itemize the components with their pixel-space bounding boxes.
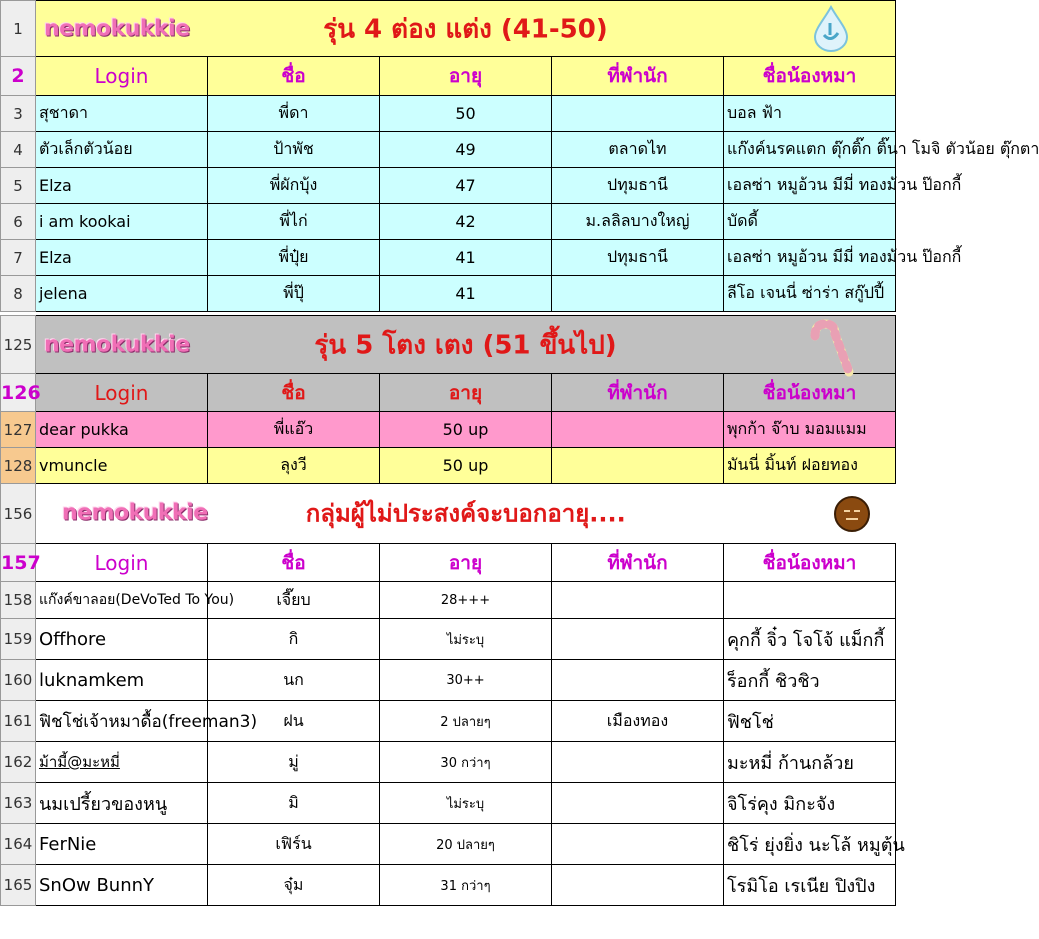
cell-name[interactable]: พี่แอ๊ว — [208, 412, 380, 448]
table-row — [1, 783, 896, 824]
section-age-undisclosed — [0, 483, 905, 906]
cell-place[interactable]: ตลาดไท — [552, 132, 724, 168]
header-name[interactable]: ชื่อ — [208, 57, 380, 96]
cell-age[interactable]: 47 — [380, 168, 552, 204]
table-row — [1, 701, 896, 742]
cell-login[interactable]: แก๊งค์ขาลอย(DeVoTed To You) — [36, 582, 208, 619]
cell-name[interactable]: พี่ปุ๊ — [208, 276, 380, 312]
table-row — [1, 412, 896, 448]
row-number[interactable]: 2 — [1, 57, 36, 96]
row-number[interactable]: 6 — [1, 204, 36, 240]
header-login[interactable]: Login — [36, 374, 208, 412]
header-name[interactable]: ชื่อ — [208, 544, 380, 582]
cell-age[interactable]: 50 up — [380, 448, 552, 484]
cell-place[interactable] — [552, 448, 724, 484]
cell-login[interactable]: FerNie — [36, 824, 208, 865]
table-row — [1, 204, 896, 240]
cell-dogs[interactable]: เอลซ่า หมูอ้วน มีมี่ ทองม้วน ป๊อกกี้ — [724, 168, 896, 204]
cell-age[interactable]: 28+++ — [380, 582, 552, 619]
header-dogs[interactable]: ชื่อน้องหมา — [724, 544, 896, 582]
cell-age[interactable]: 42 — [380, 204, 552, 240]
cell-age[interactable]: ไม่ระบุ — [380, 619, 552, 660]
cell-place[interactable] — [552, 783, 724, 824]
cell-dogs[interactable]: จิโร่คุง มิกะจัง — [724, 783, 896, 824]
header-name[interactable]: ชื่อ — [208, 374, 380, 412]
table-row — [1, 742, 896, 783]
cell-dogs[interactable]: บัดดี้ — [724, 204, 896, 240]
cell-age[interactable]: 20 ปลายๆ — [380, 824, 552, 865]
cell-login[interactable]: Elza — [36, 168, 208, 204]
cell-place[interactable] — [552, 96, 724, 132]
row-number[interactable]: 163 — [1, 783, 36, 824]
cell-name[interactable]: พี่ดา — [208, 96, 380, 132]
cell-name[interactable]: เจี๊ยบ — [208, 582, 380, 619]
cell-dogs[interactable]: เอลซ่า หมูอ้วน มีมี่ ทองม้วน ป๊อกกี้ — [724, 240, 896, 276]
cell-dogs[interactable]: บอล ฟ้า — [724, 96, 896, 132]
cell-place[interactable] — [552, 412, 724, 448]
header-dogs[interactable]: ชื่อน้องหมา — [724, 57, 896, 96]
cell-age[interactable]: ไม่ระบุ — [380, 783, 552, 824]
header-age[interactable]: อายุ — [380, 544, 552, 582]
cell-login[interactable]: Elza — [36, 240, 208, 276]
row-number[interactable]: 3 — [1, 96, 36, 132]
cell-age[interactable]: 50 — [380, 96, 552, 132]
cell-place[interactable]: เมืองทอง — [552, 701, 724, 742]
row-number[interactable]: 158 — [1, 582, 36, 619]
row-number[interactable]: 128 — [1, 448, 36, 484]
cell-dogs[interactable] — [724, 582, 896, 619]
table-row — [1, 582, 896, 619]
cell-name[interactable]: มิ — [208, 783, 380, 824]
table-row — [1, 240, 896, 276]
cell-place[interactable] — [552, 742, 724, 783]
cell-place[interactable] — [552, 824, 724, 865]
cell-login[interactable]: jelena — [36, 276, 208, 312]
smiley-face-icon — [834, 496, 870, 532]
table-row — [1, 448, 896, 484]
section-title: รุ่น 5 โตง เตง (51 ขึ้นไป) — [314, 330, 617, 360]
cell-age[interactable]: 30 กว่าๆ — [380, 742, 552, 783]
row-number[interactable]: 125 — [1, 316, 36, 374]
cell-login[interactable]: SnOw BunnY — [36, 865, 208, 906]
header-age[interactable]: อายุ — [380, 57, 552, 96]
row-number[interactable]: 160 — [1, 660, 36, 701]
header-place[interactable]: ที่พำนัก — [552, 544, 724, 582]
cell-dogs[interactable]: ชิโร่ ยุ่งยิ่ง นะโล้ หมูตุ้น — [724, 824, 896, 865]
cell-age[interactable]: 50 up — [380, 412, 552, 448]
cell-dogs[interactable]: ฟิชโช่ — [724, 701, 896, 742]
cell-name[interactable]: พี่ปุ๋ย — [208, 240, 380, 276]
cell-age[interactable]: 30++ — [380, 660, 552, 701]
table-row — [1, 132, 896, 168]
table-row — [1, 619, 896, 660]
row-number[interactable]: 4 — [1, 132, 36, 168]
cell-dogs[interactable]: โรมิโอ เรเนีย ปิงปิง — [724, 865, 896, 906]
row-number[interactable]: 164 — [1, 824, 36, 865]
table-row — [1, 660, 896, 701]
cell-name[interactable]: จุ๋ม — [208, 865, 380, 906]
cell-login[interactable]: dear pukka — [36, 412, 208, 448]
cell-dogs[interactable]: คุกกี้ จิ๋ว โจโจ้ แม็กกี้ — [724, 619, 896, 660]
cell-name[interactable]: เฟิร์น — [208, 824, 380, 865]
cell-login[interactable]: i am kookai — [36, 204, 208, 240]
cell-age[interactable]: 31 กว่าๆ — [380, 865, 552, 906]
cell-login[interactable]: luknamkem — [36, 660, 208, 701]
cell-age[interactable]: 41 — [380, 240, 552, 276]
cell-name[interactable]: ลุงวี — [208, 448, 380, 484]
cell-dogs[interactable]: ลีโอ เจนนี่ ซ่าร่า สกู๊ปปี้ — [724, 276, 896, 312]
cell-place[interactable] — [552, 582, 724, 619]
header-dogs[interactable]: ชื่อน้องหมา — [724, 374, 896, 412]
cell-login[interactable]: Offhore — [36, 619, 208, 660]
cell-age[interactable]: 41 — [380, 276, 552, 312]
cell-place[interactable] — [552, 276, 724, 312]
cell-dogs[interactable]: ร็อกกี้ ชิวชิว — [724, 660, 896, 701]
brand-logo: nemokukkie — [62, 500, 208, 526]
table-row — [1, 824, 896, 865]
cell-dogs[interactable]: แก๊งค์นรคแตก ตุ๊กติ๊ก ติ๊นา โมจิ ตัวน้อย ตุ๊กตา — [724, 132, 896, 168]
section-title: รุ่น 4 ต่อง แต่ง (41-50) — [323, 14, 608, 44]
cell-age[interactable]: 49 — [380, 132, 552, 168]
cell-age[interactable]: 2 ปลายๆ — [380, 701, 552, 742]
row-number[interactable]: 165 — [1, 865, 36, 906]
cell-login[interactable]: สุชาดา — [36, 96, 208, 132]
section-title-cell[interactable] — [36, 316, 896, 374]
row-number[interactable]: 157 — [1, 544, 36, 582]
row-number[interactable]: 127 — [1, 412, 36, 448]
cell-place[interactable] — [552, 865, 724, 906]
brand-logo: nemokukkie — [44, 332, 190, 357]
cell-name[interactable]: นก — [208, 660, 380, 701]
water-drop-icon — [811, 5, 851, 53]
section-title-cell[interactable] — [36, 1, 896, 57]
cell-name[interactable]: มู่ — [208, 742, 380, 783]
row-number[interactable]: 8 — [1, 276, 36, 312]
cell-login[interactable]: ฟิชโช่เจ้าหมาดื้อ(freeman3) — [36, 701, 208, 742]
table-row — [1, 865, 896, 906]
cell-name[interactable]: กิ — [208, 619, 380, 660]
cell-name[interactable]: พี่ไก่ — [208, 204, 380, 240]
cell-name[interactable]: พี่ผักบุ้ง — [208, 168, 380, 204]
section-title-cell[interactable] — [36, 484, 896, 544]
row-number[interactable]: 162 — [1, 742, 36, 783]
cell-login[interactable]: vmuncle — [36, 448, 208, 484]
cell-login-link[interactable]: ม้ามี้@มะหมี่ — [36, 742, 208, 783]
section-generation-4 — [0, 0, 1039, 312]
row-number[interactable]: 126 — [1, 374, 36, 412]
cell-dogs[interactable]: มันนี่ มิ้นท์ ฝอยทอง — [724, 448, 896, 484]
cell-name[interactable]: ฝน — [208, 701, 380, 742]
table-row — [1, 168, 896, 204]
row-number[interactable]: 161 — [1, 701, 36, 742]
section-generation-5 — [0, 315, 898, 484]
cell-place[interactable] — [552, 619, 724, 660]
cell-name[interactable]: ป้าพัช — [208, 132, 380, 168]
row-number[interactable]: 159 — [1, 619, 36, 660]
row-number[interactable]: 7 — [1, 240, 36, 276]
brand-logo: nemokukkie — [44, 16, 190, 41]
cell-login[interactable]: ตัวเล็กตัวน้อย — [36, 132, 208, 168]
table-row — [1, 96, 896, 132]
cell-login[interactable]: นมเปรี้ยวของหนู — [36, 783, 208, 824]
header-place[interactable]: ที่พำนัก — [552, 57, 724, 96]
row-number[interactable]: 1 — [1, 1, 36, 57]
cell-place[interactable]: ปทุมธานี — [552, 240, 724, 276]
cell-dogs[interactable]: มะหมี่ ก้านกล้วย — [724, 742, 896, 783]
cell-place[interactable]: ปทุมธานี — [552, 168, 724, 204]
row-number[interactable]: 5 — [1, 168, 36, 204]
header-login[interactable]: Login — [36, 544, 208, 582]
cell-dogs[interactable]: พุกก้า จ๊าบ มอมแมม — [724, 412, 896, 448]
header-place[interactable]: ที่พำนัก — [552, 374, 724, 412]
cell-place[interactable]: ม.ลลิลบางใหญ่ — [552, 204, 724, 240]
table-row — [1, 276, 896, 312]
section-title: กลุ่มผู้ไม่ประสงค์จะบอกอายุ.... — [305, 499, 626, 528]
header-age[interactable]: อายุ — [380, 374, 552, 412]
cell-place[interactable] — [552, 660, 724, 701]
header-login[interactable]: Login — [36, 57, 208, 96]
row-number[interactable]: 156 — [1, 484, 36, 544]
candy-cane-icon — [803, 318, 853, 378]
